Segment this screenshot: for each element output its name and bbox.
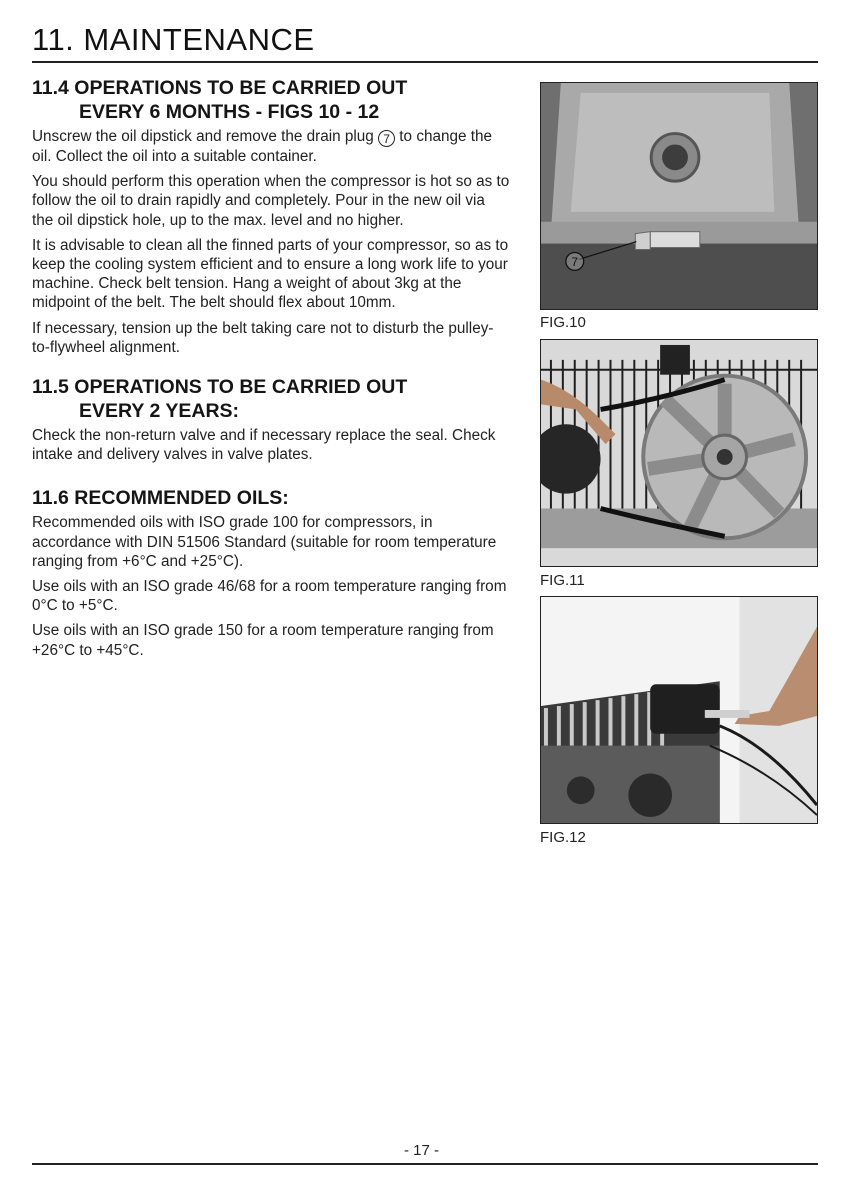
fig12-illustration: [541, 597, 817, 823]
page-title: 11. MAINTENANCE: [32, 22, 315, 57]
section-11-6-paragraph-2: Use oils with an ISO grade 46/68 for a room temperature ranging from 0°C to +5°C.: [32, 578, 507, 615]
section-11-4-heading-line1: 11.4 OPERATIONS TO BE CARRIED OUT: [32, 77, 408, 99]
fig10-caption: FIG.10: [540, 314, 586, 331]
paragraph-text: Unscrew the oil dipstick and remove the drain plug: [32, 128, 379, 145]
section-11-5-heading-line1: 11.5 OPERATIONS TO BE CARRIED OUT: [32, 376, 408, 399]
section-11-5-paragraph-1: Check the non-return valve and if necessary replace the seal. Check intake and delivery valves in valve plates.: [32, 427, 496, 464]
fig10-photo: [540, 82, 818, 310]
section-11-4-heading: [32, 76, 510, 124]
section-11-5-heading: [32, 375, 510, 423]
fig12-photo: [540, 596, 818, 824]
section-11-6-paragraph-1: Recommended oils with ISO grade 100 for compressors, in accordance with DIN 51506 Standard (suitable for room temperature ranging from +6°C and +25°C).: [32, 514, 497, 570]
section-11-4-paragraph-4: If necessary, tension up the belt taking care not to disturb the pulley-to-flywheel alignment.: [32, 319, 494, 356]
fig12-caption: FIG.12: [540, 829, 586, 846]
fig11-illustration: [541, 340, 817, 566]
section-11-4-heading-line2: EVERY 6 MONTHS - FIGS 10 - 12: [79, 101, 380, 123]
section-11-6-paragraph-3: Use oils with an ISO grade 150 for a room temperature ranging from +26°C to +45°C.: [32, 622, 494, 659]
section-11-6-heading: 11.6 RECOMMENDED OILS:: [32, 487, 289, 510]
section-11-4-paragraph-1: [32, 127, 510, 166]
footer-rule: [32, 1163, 818, 1165]
fig11-caption: FIG.11: [540, 572, 585, 589]
section-11-4-paragraph-3: It is advisable to clean all the finned parts of your compressor, so as to keep the cooling system efficient and to ensure a long work life to your machine. Check belt tension. Hang a weight of about 3kg at the midpoint of the belt. The belt should flex about 10mm.: [32, 236, 509, 312]
section-11-5-heading-line2: EVERY 2 YEARS:: [79, 400, 240, 423]
drain-plug-reference: 7: [378, 130, 395, 147]
fig10-illustration: [541, 83, 817, 309]
paragraph-text: to change the oil. Collect the oil into a suitable container.: [32, 128, 493, 165]
page-number: - 17 -: [403, 1142, 439, 1159]
header-rule: [32, 61, 818, 63]
fig10-callout-label: 7: [571, 254, 579, 269]
section-11-4-paragraph-2: You should perform this operation when the compressor is hot so as to follow the oil to drain rapidly and completely. Pour in the new oil via the oil dipstick hole, up to the max. level and no higher.: [32, 173, 510, 229]
text-column: [32, 76, 510, 660]
fig11-photo: [540, 339, 818, 567]
